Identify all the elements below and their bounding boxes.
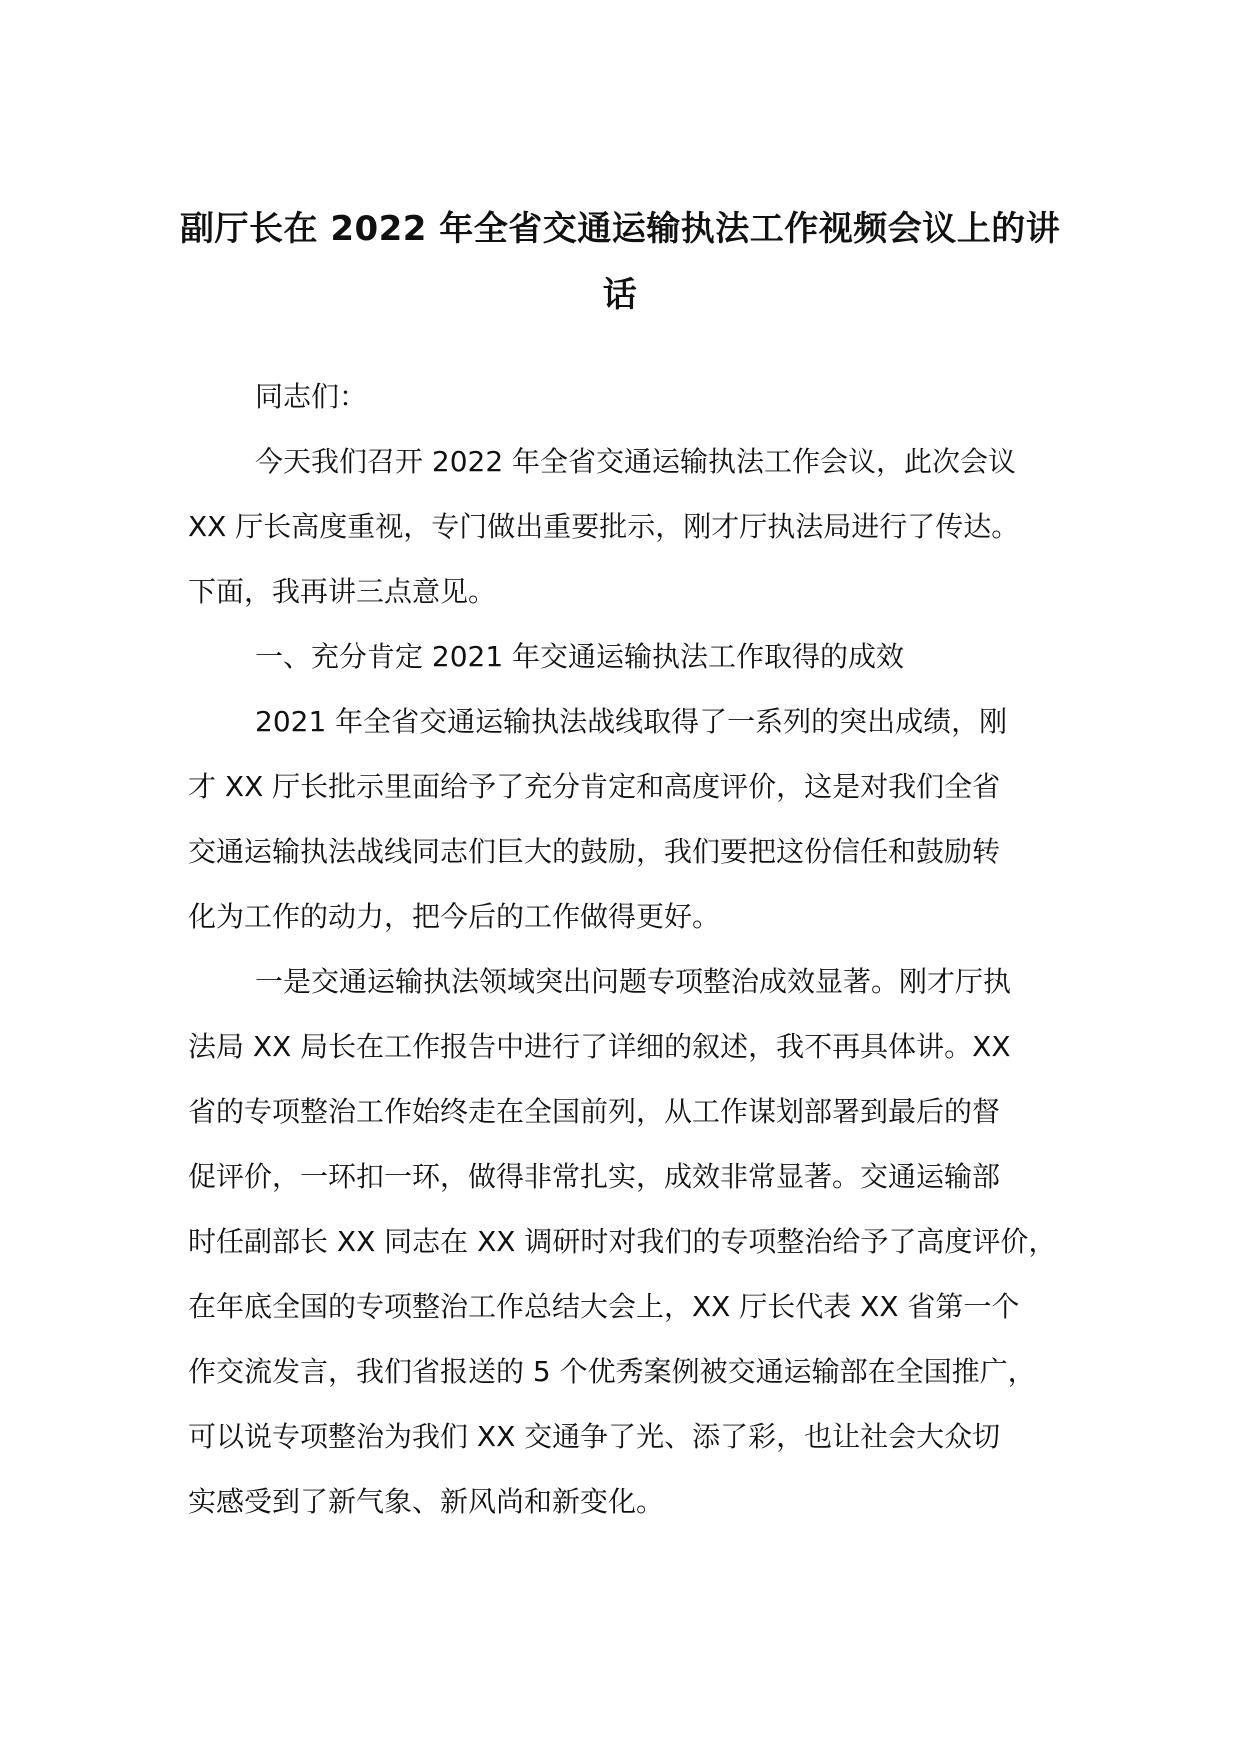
text-line: 才 XX 厅长批示里面给予了充分肯定和高度评价，这是对我们全省 (188, 770, 1001, 803)
text-line: 化为工作的动力，把今后的工作做得更好。 (188, 900, 721, 933)
body-paragraph (188, 689, 1088, 949)
text-line: 在年底全国的专项整治工作总结大会上，XX 厅长代表 XX 省第一个 (188, 1290, 1020, 1323)
text-line: 2021 年全省交通运输执法战线取得了一系列的突出成绩，刚 (255, 705, 1008, 738)
text-line: 下面，我再讲三点意见。 (188, 575, 497, 608)
intro-paragraph (188, 429, 1088, 624)
text-line: XX 厅长高度重视，专门做出重要批示，刚才厅执法局进行了传达。 (188, 510, 1020, 543)
text-line: 一是交通运输执法领域突出问题专项整治成效显著。刚才厅执 (255, 965, 1012, 998)
text-line: 促评价，一环扣一环，做得非常扎实，成效非常显著。交通运输部 (188, 1160, 1001, 1193)
text-line: 法局 XX 局长在工作报告中进行了详细的叙述，我不再具体讲。XX (188, 1030, 1011, 1063)
document-body (188, 364, 1088, 1534)
text-line: 一、充分肯定 2021 年交通运输执法工作取得的成效 (255, 640, 905, 673)
section-heading (188, 624, 1088, 689)
text-line: 同志们： (255, 380, 368, 413)
text-line: 省的专项整治工作始终走在全国前列，从工作谋划部署到最后的督 (188, 1095, 1001, 1128)
text-line: 交通运输执法战线同志们巨大的鼓励，我们要把这份信任和鼓励转 (188, 835, 1001, 868)
body-paragraph (188, 949, 1088, 1534)
salutation (188, 364, 1088, 429)
text-line: 作交流发言，我们省报送的 5 个优秀案例被交通运输部在全国推广， (188, 1355, 1036, 1388)
text-line: 可以说专项整治为我们 XX 交通争了光、添了彩，也让社会大众切 (188, 1420, 1001, 1453)
title-line: 副厅长在 2022 年全省交通运输执法工作视频会议上的讲 (180, 209, 1061, 249)
document-title (180, 196, 1060, 328)
text-line: 今天我们召开 2022 年全省交通运输执法工作会议，此次会议 (255, 445, 1017, 478)
title-line: 话 (602, 275, 638, 315)
text-line: 时任副部长 XX 同志在 XX 调研时对我们的专项整治给予了高度评价， (188, 1225, 1057, 1258)
text-line: 实感受到了新气象、新风尚和新变化。 (188, 1485, 665, 1518)
